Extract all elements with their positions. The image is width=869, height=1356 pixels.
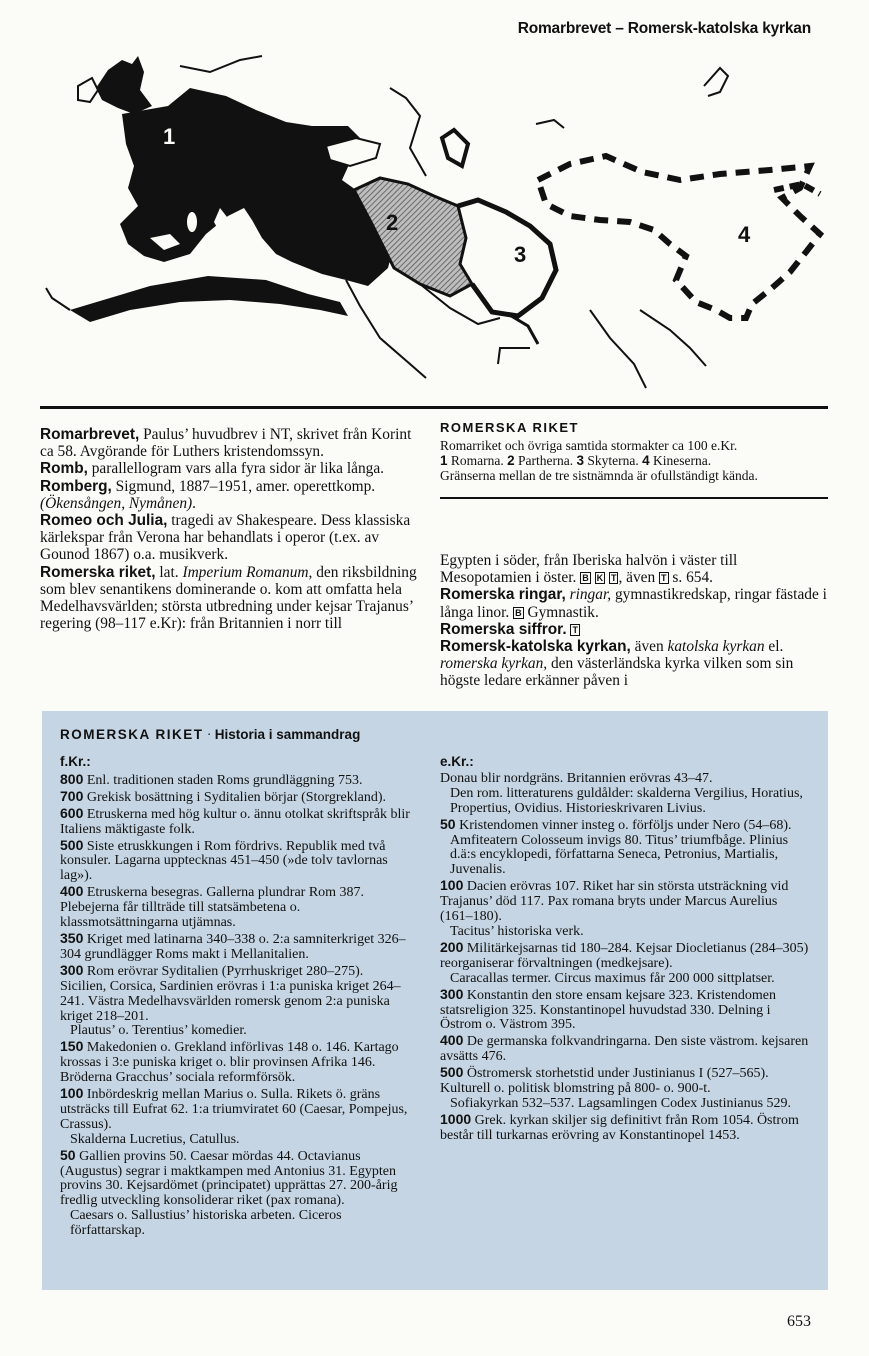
timeline-entry: Plautus’ o. Terentius’ komedier. xyxy=(70,1023,247,1039)
map-label-2: 2 xyxy=(386,210,399,235)
timeline-entry: 300 Rom erövrar Syditalien (Pyrrhuskriget 280–275). Sicilien, Corsica, Sardinien erövras i 1:a puniska kriget 264–241. Västra Medelhavsvärlden romersk genom 2:a puniska kriget 218–201. xyxy=(60,961,401,1024)
entry-romerska-siffror: Romerska siffror. T xyxy=(440,620,578,638)
legend-rule xyxy=(440,497,828,499)
timeline-entry: 1000 Grek. kyrkan skiljer sig definitivt från Rom 1054. Östrom består till turkarnas erövring av Konstantinopel 1453. xyxy=(440,1110,799,1143)
timeline-entry: 400 De germanska folkvandringarna. Den siste västrom. kejsaren avsätts 476. xyxy=(440,1032,809,1065)
running-head: Romarbrevet – Romersk-katolska kyrkan xyxy=(517,20,811,37)
timeline-entry: Den rom. litteraturens guldålder: skalderna Vergilius, Horatius, Propertius, Ovidius. Historieskrivaren Livius. xyxy=(450,785,803,816)
timeline-entry: 100 Inbördeskrig mellan Marius o. Sulla. Rikets ö. gräns utsträcks till Eufrat 62. 1:a triumviratet 60 (Caesar, Pompejus, Crassus). xyxy=(60,1085,408,1132)
legend-note: Gränserna mellan de tre sistnämnda är ofullständigt kända. xyxy=(440,468,758,483)
timeline-entry: 200 Militärkejsarnas tid 180–284. Kejsar Diocletianus (284–305) reorganiserar förvaltningen (medkejsare). xyxy=(440,938,809,971)
era-label-bc: f.Kr.: xyxy=(60,754,91,769)
timeline-entry: 100 Dacien erövras 107. Riket har sin största utsträckning vid Trajanus’ död 117. Pax romana bryts under Marcus Aurelius (161–180). xyxy=(440,877,789,925)
entry-romerska-riket: Romerska riket, lat. Imperium Romanum, den riksbildning som blev senantikens dominerande o. kom att omfatta hela Medelhavsvärlden; största utbredning under kejsar Trajanus’ regering (98–117 e.Kr): från Britannien i norr till xyxy=(40,563,417,633)
timeline-entry: 700 Grekisk bosättning i Syditalien börjar (Storgrekland). xyxy=(60,787,386,805)
map-label-1: 1 xyxy=(163,124,176,149)
history-box-title: ROMERSKA RIKET · Historia i sammandrag xyxy=(60,727,361,742)
timeline-entry: Tacitus’ historiska verk. xyxy=(450,923,584,939)
icon-t: T xyxy=(610,573,617,584)
entry-romberg: Romberg, Sigmund, 1887–1951, amer. operettkomp. (Ökensången, Nymånen). xyxy=(40,477,376,512)
britain-shape xyxy=(96,56,152,114)
era-label-ad: e.Kr.: xyxy=(440,754,474,769)
entry-romerska-ringar: Romerska ringar, ringar, gymnastikredskap, ringar fästade i långa linor. B Gymnastik. xyxy=(440,586,827,621)
entry-romeo-och-julia: Romeo och Julia, tragedi av Shakespeare. Dess klassiska kärlekspar från Verona har behandlats i operor (t.ex. av Gounod 1867) o.a. musikverk. xyxy=(40,512,411,564)
kushan-border xyxy=(458,200,556,316)
map-legend xyxy=(440,420,830,483)
divider-rule xyxy=(40,406,828,409)
timeline-entry: 500 Siste etruskkungen i Rom fördrivs. Republik med två konsuler. Lagarna upptecknas 451–450 (»de tolv tavlornas lag»). xyxy=(60,836,388,884)
timeline-entry: Skalderna Lucretius, Catullus. xyxy=(70,1131,240,1147)
timeline-entry: Caracallas termer. Circus maximus får 200 000 sittplatser. xyxy=(450,970,775,986)
history-bc-column xyxy=(60,755,410,1239)
icon-b: B xyxy=(582,573,589,584)
caspian-sea xyxy=(442,130,468,166)
map-label-4: 4 xyxy=(738,222,751,247)
timeline-entry: Sofiakyrkan 532–537. Lagsamlingen Codex Justinianus 529. xyxy=(450,1095,792,1111)
entry-romb: Romb, parallellogram vars alla fyra sidor är lika långa. xyxy=(40,460,385,478)
icon-b-ringar: B xyxy=(515,607,522,618)
timeline-entry: Caesars o. Sallustius’ historiska arbeten. Ciceros författarskap. xyxy=(70,1208,342,1239)
roman-empire-map xyxy=(30,48,830,393)
page-number: 653 xyxy=(787,1313,811,1330)
map-label-3: 3 xyxy=(514,242,527,267)
icon-t-ref: T xyxy=(661,573,667,584)
china-border xyxy=(538,156,820,318)
timeline-entry: 50 Kristendomen vinner insteg o. förföljs under Nero (54–68). xyxy=(440,815,792,833)
timeline-entry: 800 Enl. traditionen staden Roms grundläggning 753. xyxy=(60,770,363,788)
entry-romerska-riket-cont: Egypten i söder, från Iberiska halvön i väster till Mesopotamien i öster. B K T , även T s. 654. xyxy=(440,552,738,587)
right-column xyxy=(440,552,830,690)
timeline-entry: Amfiteatern Colosseum invigs 80. Titus’ triumfbåge. Plinius d.ä:s encyklopedi, författarna Seneca, Petronius, Martialis, Juvenalis. xyxy=(450,832,789,878)
icon-t-siffror: T xyxy=(572,624,578,635)
timeline-entry: 50 Gallien provins 50. Caesar mördas 44. Octavianus (Augustus) segrar i maktkampen med Antonius 31. Egypten provins 30. Kejsardömet (principatet) upprättas 27. 200-årig fredlig utveckling konsoliderar riket (pax romana). xyxy=(60,1146,398,1209)
entry-romarbrevet: Romarbrevet, Paulus’ huvudbrev i NT, skrivet från Korint ca 58. Avgörande för Luthers kristendomssyn. xyxy=(40,426,412,461)
left-column xyxy=(40,426,424,632)
legend-intro: Romarriket och övriga samtida stormakter ca 100 e.Kr. xyxy=(440,438,738,453)
north-africa-shape xyxy=(70,276,348,322)
entry-romersk-katolska-kyrkan: Romersk-katolska kyrkan, även katolska kyrkan el. romerska kyrkan, den västerländska kyrka vilken som sin högste ledare erkänner påven i xyxy=(440,638,794,690)
timeline-entry: 300 Konstantin den store ensam kejsare 323. Kristendomen statsreligion 325. Konstantinopel huvudstad 330. Delning i Östrom o. Västrom 395. xyxy=(440,985,776,1033)
timeline-entry: 400 Etruskerna besegras. Gallerna plundrar Rom 387. Plebejerna får tillträde till statsämbetena o. klassmotsättningarna utjämnas. xyxy=(60,883,365,931)
legend-items: 1 Romarna. 2 Partherna. 3 Skyterna. 4 Kineserna. xyxy=(440,453,712,468)
timeline-entry: 500 Östromersk storhetstid under Justinianus I (527–565). Kulturell o. politisk blomstring på 800- o. 900-t. xyxy=(440,1064,769,1097)
icon-k: K xyxy=(596,573,604,584)
history-ad-column xyxy=(440,755,812,1144)
timeline-entry: 600 Etruskerna med hög kultur o. ännu otolkat skriftspråk blir Italiens mäktigaste folk. xyxy=(60,804,410,837)
timeline-entry: Donau blir nordgräns. Britannien erövras 43–47. xyxy=(440,770,713,786)
timeline-entry: 350 Kriget med latinarna 340–338 o. 2:a samniterkriget 326–304 grundlägger Roms makt i Mellanitalien. xyxy=(60,929,406,962)
timeline-entry: 150 Makedonien o. Grekland införlivas 148 o. 146. Kartago krossas i 3:e puniska kriget o. blir provinsen Afrika 146. Bröderna Gracchus’ sociala reformförsök. xyxy=(60,1038,399,1086)
legend-title: ROMERSKA RIKET xyxy=(440,420,579,435)
ireland-shape xyxy=(78,78,98,102)
